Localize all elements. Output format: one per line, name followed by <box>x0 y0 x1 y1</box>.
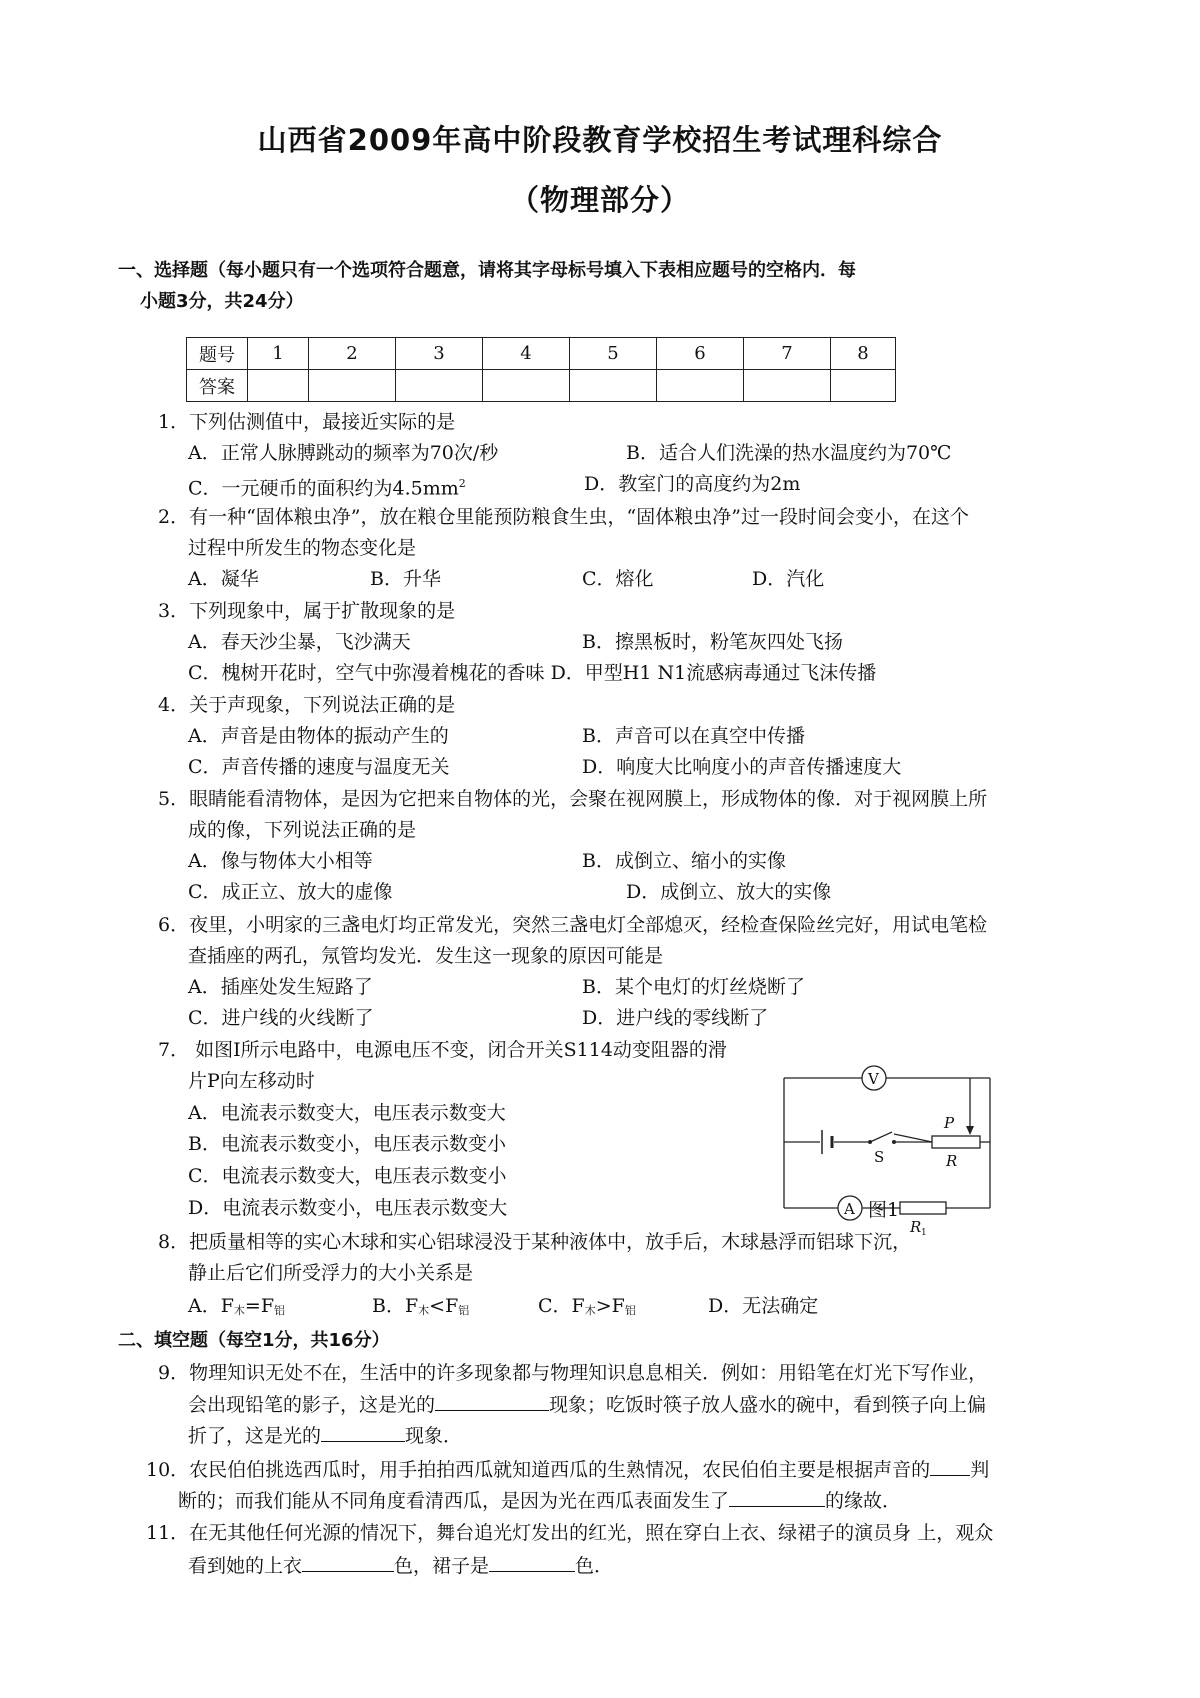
q11-blank-2[interactable] <box>489 1553 575 1572</box>
r1-label-sub: 1 <box>921 1228 927 1238</box>
q4-stem: 4．关于声现象，下列说法正确的是 <box>158 694 456 716</box>
q8-option-b <box>372 1294 469 1323</box>
q10-blank-1[interactable] <box>930 1457 970 1476</box>
q11-line2 <box>188 1553 613 1578</box>
q10-blank-2[interactable] <box>729 1488 825 1507</box>
switch-contact <box>892 1140 896 1144</box>
q3-option-b: B．擦黑板时，粉笔灰四处飞扬 <box>582 631 843 653</box>
q10-line1-b: 判 <box>970 1459 990 1481</box>
answer-table-header-row <box>187 338 896 370</box>
q4-option-a: A．声音是由物体的振动产生的 <box>188 725 449 747</box>
answer-table-number: 1 <box>248 338 309 370</box>
q9-blank-2[interactable] <box>321 1423 405 1442</box>
q8-c-sub1: 木 <box>584 1304 596 1317</box>
q8-option-d: D．无法确定 <box>708 1295 819 1317</box>
figure1-caption: 图1 <box>868 1199 900 1221</box>
q9-line2 <box>188 1392 986 1417</box>
r1-label: R <box>910 1218 922 1236</box>
q1-stem: 1．下列估测值中，最接近实际的是 <box>158 411 456 433</box>
answer-table-number: 2 <box>309 338 396 370</box>
section1-heading-line1: 一、选择题（每小题只有一个选项符合题意，请将其字母标号填入下表相应题号的空格内．每 <box>118 260 856 281</box>
answer-table <box>186 337 896 402</box>
q7-stem-line1: 7． 如图I所示电路中，电源电压不变，闭合开关S114动变阻器的滑 <box>158 1039 727 1061</box>
q8-a-sub1: 木 <box>233 1304 245 1317</box>
slider-p-label: P <box>944 1114 955 1132</box>
q9-line2-b: 现象；吃饭时筷子放人盛水的碗中，看到筷子向上偏 <box>549 1394 987 1416</box>
answer-table-row-label: 题号 <box>187 338 248 370</box>
q10-line2-a: 断的；而我们能从不同角度看清西瓜，是因为光在西瓜表面发生了 <box>178 1490 730 1512</box>
answer-cell[interactable] <box>248 370 309 402</box>
q9-blank-1[interactable] <box>435 1392 549 1411</box>
answer-table-number: 8 <box>831 338 896 370</box>
section2-heading: 二、填空题（每空1分，共16分） <box>118 1330 390 1351</box>
q5-option-a: A．像与物体大小相等 <box>188 850 373 872</box>
q2-option-b: B．升华 <box>370 568 441 590</box>
rheostat-r <box>932 1136 980 1148</box>
exam-subtitle: （物理部分） <box>509 183 690 217</box>
q8-option-c <box>538 1294 636 1323</box>
q6-option-a: A．插座处发生短路了 <box>188 976 373 998</box>
exam-title: 山西省2009年高中阶段教育学校招生考试理科综合 <box>257 123 943 157</box>
q10-line1 <box>146 1457 989 1482</box>
answer-cell[interactable] <box>657 370 744 402</box>
q11-line2-c: 色． <box>575 1555 614 1577</box>
answer-table-number: 6 <box>657 338 744 370</box>
q6-option-d: D．进户线的零线断了 <box>582 1007 769 1029</box>
q1-option-a: A．正常人脉膊跳动的频率为70次/秒 <box>188 442 499 464</box>
answer-cell[interactable] <box>744 370 831 402</box>
q6-stem-line2: 查插座的两孔，氖管均发光．发生这一现象的原因可能是 <box>188 945 664 967</box>
answer-cell[interactable] <box>396 370 483 402</box>
slider-arrow <box>966 1126 974 1135</box>
answer-cell[interactable] <box>831 370 896 402</box>
q1-option-c-text: C．一元硬币的面积约为4.5mm <box>188 477 459 500</box>
q9-line3 <box>188 1423 462 1448</box>
q5-option-c: C．成正立、放大的虚像 <box>188 881 393 903</box>
q8-c-op: >F <box>595 1295 625 1317</box>
q2-stem-line1: 2．有一种“固体粮虫净”，放在粮仓里能预防粮食生虫，“固体粮虫净”过一段时间会变小，在这个 <box>158 506 969 528</box>
q8-stem-line2: 静止后它们所受浮力的大小关系是 <box>188 1262 474 1284</box>
q7-option-c: C．电流表示数变大，电压表示数变小 <box>188 1165 507 1187</box>
q9-line1: 9．物理知识无处不在，生活中的许多现象都与物理知识息息相关．例如：用铅笔在灯光下写作业， <box>158 1362 988 1384</box>
q6-option-b: B．某个电灯的灯丝烧断了 <box>582 976 805 998</box>
answer-table-answer-row <box>187 370 896 402</box>
q7-stem-line2: 片P向左移动时 <box>188 1070 315 1092</box>
answer-table-row-label: 答案 <box>187 370 248 402</box>
q5-option-d: D．成倒立、放大的实像 <box>626 881 832 903</box>
switch-s-label: S <box>874 1148 885 1166</box>
q2-option-a: A．凝华 <box>188 568 259 590</box>
answer-cell[interactable] <box>570 370 657 402</box>
q1-option-c-sup: 2 <box>458 477 466 490</box>
q5-stem-line1: 5．眼睛能看清物体，是因为它把来自物体的光，会聚在视网膜上，形成物体的像．对于视网膜上所 <box>158 788 988 810</box>
q8-a-sub2: 铝 <box>274 1304 286 1317</box>
q8-a-op: =F <box>244 1295 275 1317</box>
switch-lever <box>870 1132 892 1142</box>
q8-b-text: B．F <box>372 1295 419 1317</box>
q8-a-text: A．F <box>188 1295 234 1317</box>
section1-heading-line2: 小题3分，共24分） <box>140 291 304 312</box>
q6-option-c: C．进户线的火线断了 <box>188 1007 374 1029</box>
q8-b-op: <F <box>429 1295 459 1317</box>
q9-line3-b: 现象． <box>405 1425 463 1447</box>
q7-option-b: B．电流表示数变小，电压表示数变小 <box>188 1133 506 1155</box>
q6-stem-line1: 6．夜里，小明家的三盏电灯均正常发光，突然三盏电灯全部熄灭，经检查保险丝完好，用试电笔检 <box>158 914 988 936</box>
answer-cell[interactable] <box>309 370 396 402</box>
ammeter-label: A <box>844 1200 855 1218</box>
q8-stem-line1: 8．把质量相等的实心木球和实心铝球浸没于某种液体中，放手后，木球悬浮而铝球下沉， <box>158 1231 912 1253</box>
resistor-r1 <box>900 1202 946 1214</box>
answer-table-number: 3 <box>396 338 483 370</box>
q5-option-b: B．成倒立、缩小的实像 <box>582 850 786 872</box>
q2-stem-line2: 过程中所发生的物态变化是 <box>188 537 417 559</box>
q8-c-sub2: 铝 <box>624 1304 636 1317</box>
answer-table-number: 5 <box>570 338 657 370</box>
q9-line2-a: 会出现铅笔的影子，这是光的 <box>188 1394 436 1416</box>
q4-option-d: D．响度大比响度小的声音传播速度大 <box>582 756 902 778</box>
q8-option-a <box>188 1294 285 1323</box>
q4-option-c: C．声音传播的速度与温度无关 <box>188 756 450 778</box>
rheostat-r-label: R <box>946 1152 958 1170</box>
q3-option-a: A．春天沙尘暴，飞沙满天 <box>188 631 411 653</box>
q9-line3-a: 折了，这是光的 <box>188 1425 322 1447</box>
q3-option-cd: C．槐树开花时，空气中弥漫着槐花的香味 D．甲型H1 N1流感病毒通过飞沫传播 <box>188 662 877 684</box>
q1-option-c <box>188 472 466 500</box>
q11-line2-a: 看到她的上衣 <box>188 1555 303 1577</box>
q5-stem-line2: 成的像，下列说法正确的是 <box>188 819 417 841</box>
q4-option-b: B．声音可以在真空中传播 <box>582 725 805 747</box>
q8-b-sub2: 铝 <box>458 1304 470 1317</box>
q1-option-d: D．教室门的高度约为2m <box>584 473 801 495</box>
voltmeter-label: V <box>868 1070 879 1088</box>
answer-table-number: 4 <box>483 338 570 370</box>
q1-option-b: B．适合人们洗澡的热水温度约为70℃ <box>626 442 952 464</box>
q2-option-c: C．熔化 <box>582 568 654 590</box>
q11-blank-1[interactable] <box>302 1553 394 1572</box>
q2-option-d: D．汽化 <box>752 568 825 590</box>
q10-line2 <box>178 1488 901 1513</box>
q7-option-d: D．电流表示数变小，电压表示数变大 <box>188 1197 508 1219</box>
q10-line2-b: 的缘故． <box>825 1490 902 1512</box>
q11-line2-b: 色，裙子是 <box>394 1555 490 1577</box>
q8-b-sub1: 木 <box>418 1304 430 1317</box>
q7-option-a: A．电流表示数变大，电压表示数变大 <box>188 1102 506 1124</box>
answer-cell[interactable] <box>483 370 570 402</box>
q8-c-text: C．F <box>538 1295 585 1317</box>
answer-table-number: 7 <box>744 338 831 370</box>
q3-stem: 3．下列现象中，属于扩散现象的是 <box>158 600 456 622</box>
q10-line1-a: 10．农民伯伯挑选西瓜时，用手拍拍西瓜就知道西瓜的生熟情况，农民伯伯主要是根据声音的 <box>146 1459 931 1481</box>
q11-line1: 11．在无其他任何光源的情况下，舞台追光灯发出的红光，照在穿白上衣、绿裙子的演员身 上，观众 <box>146 1522 994 1544</box>
